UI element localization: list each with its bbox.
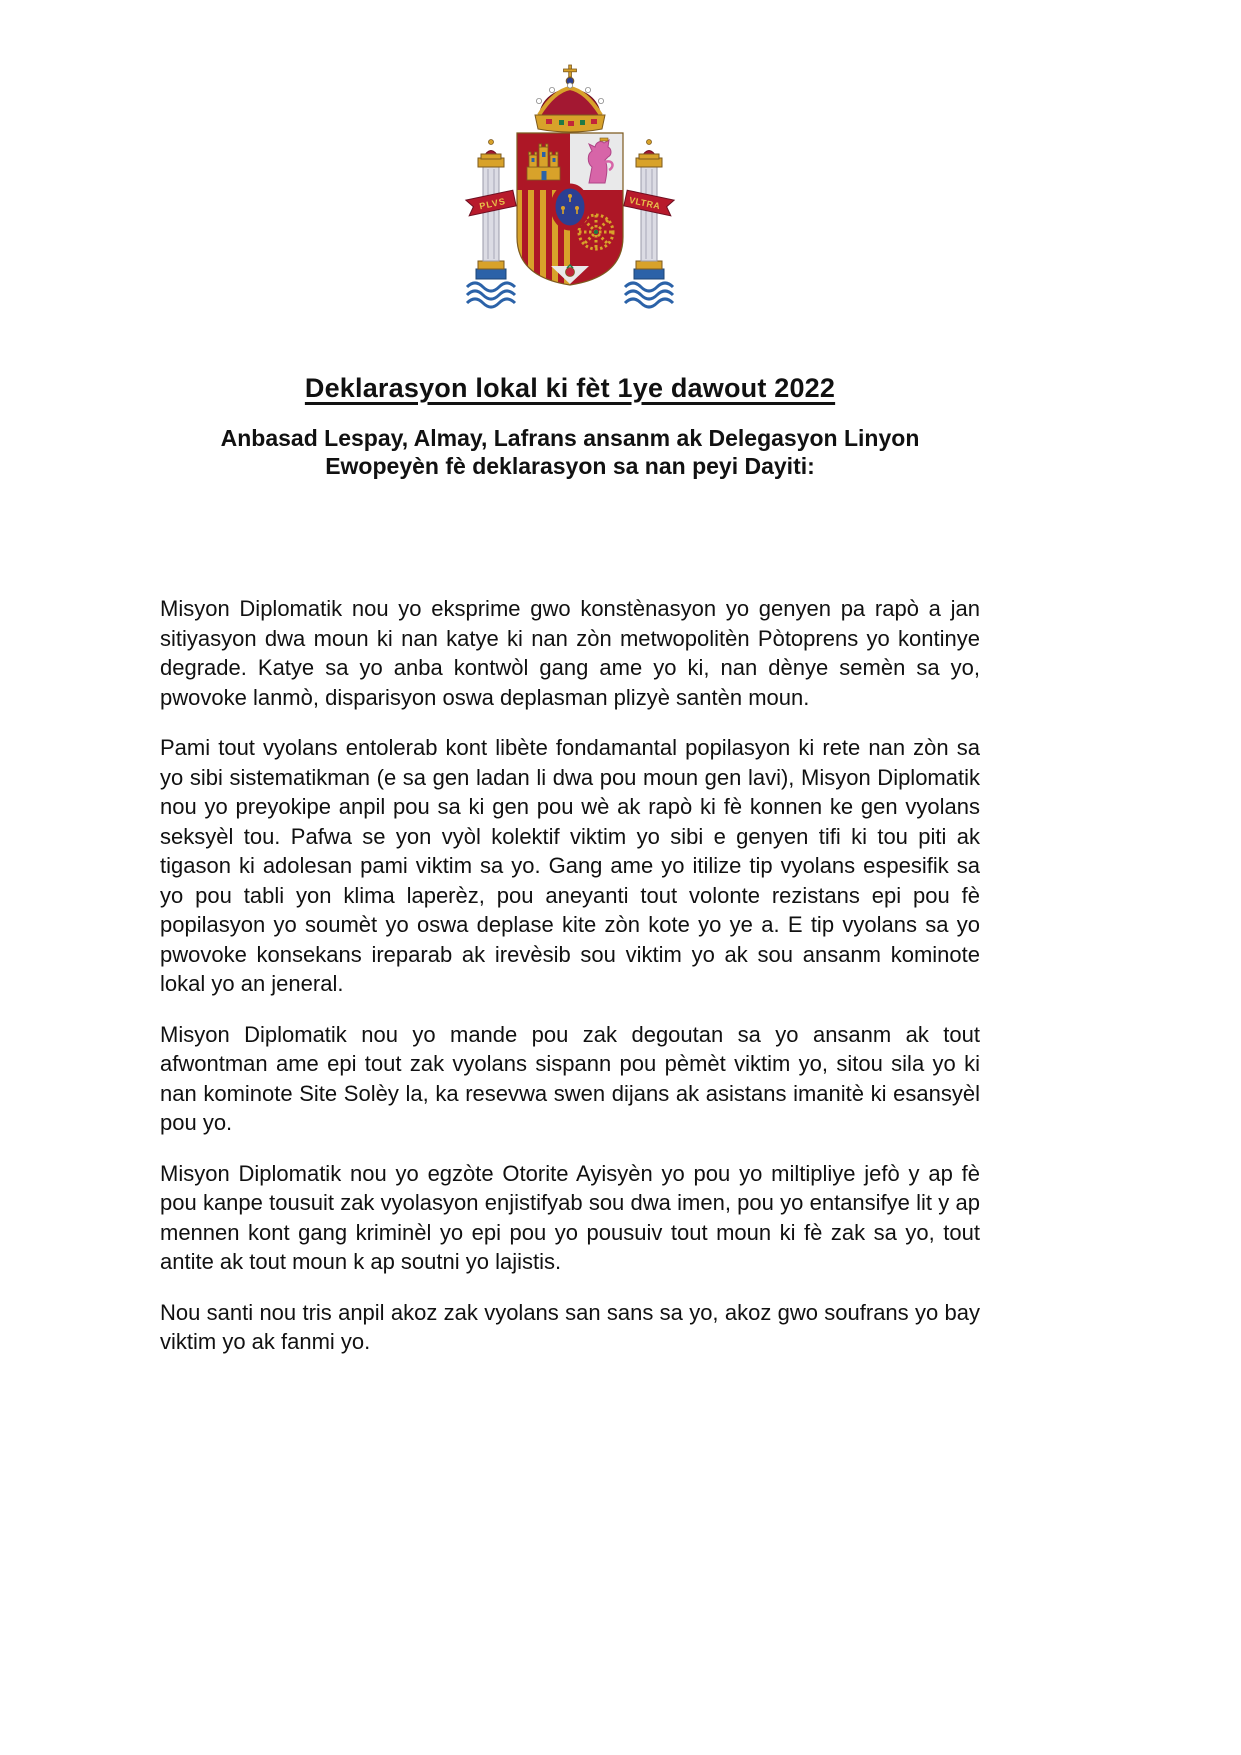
right-pillar-icon — [625, 140, 673, 308]
body-paragraph: Pami tout vyolans entolerab kont libète fondamantal popilasyon ki rete nan zòn sa yo sibi sistematikman (e sa gen ladan li dwa pou moun gen lavi), Misyon Diplomatik nou yo preyokipe anpil pou sa ki gen pou wè ak rapò ki fè konnen ke gen vyolans seksyèl tou. Pafwa se yon vyòl kolektif viktim yo sibi e genyen tifi ki tou piti ak tigason ki adolesan pami viktim sa yo. Gang ame yo itilize tip vyolans espesifik sa yo pou tabli yon klima laperèz, pou aneyanti tout volonte rezistans epi pou fè popilasyon yo soumèt yo oswa deplase kite zòn kote yo ye a. E tip vyolans sa yo pwovoke konsekans ireparab ak irevèsib sou viktim yo ak sou ansanm kominote lokal yo an jeneral. — [160, 735, 980, 996]
page-subtitle: Anbasad Lespay, Almay, Lafrans ansanm ak Delegasyon Linyon Ewopeyèn fè deklarasyon sa nan peyi Dayiti: — [220, 425, 920, 479]
body-text — [160, 594, 980, 1357]
bourbon-oval-icon — [553, 186, 587, 228]
shield-icon — [517, 133, 623, 285]
left-pillar-icon — [467, 140, 515, 308]
page-title: Deklarasyon lokal ki fèt 1ye dawout 2022 — [304, 373, 836, 403]
spain-coat-of-arms-icon — [459, 55, 681, 313]
motto-right-text: VLTRA — [628, 194, 662, 212]
body-paragraph: Misyon Diplomatik nou yo mande pou zak degoutan sa yo ansanm ak tout afwontman ame epi tout zak vyolans sispann pou pèmèt viktim yo, sitou sila yo ki nan kominote Site Solèy la, ka resevwa swen dijans ak asistans imanitè ki esansyèl pou yo. — [160, 1021, 980, 1135]
royal-crown-icon — [535, 65, 605, 132]
body-paragraph: Misyon Diplomatik nou yo egzòte Otorite Ayisyèn yo pou yo miltipliye jefò y ap fè pou kanpe tousuit zak vyolasyon enjistifyab sou dwa imen, pou yo entansifye lit y ap mennen kont gang kriminèl yo epi pou yo pousuiv tout moun ki fè zak sa yo, tout antite ak tout moun k ap soutni yo lajistis. — [160, 1160, 980, 1274]
document-content — [160, 0, 980, 1378]
motto-left-text: PLVS — [478, 196, 507, 212]
body-paragraph: Misyon Diplomatik nou yo eksprime gwo konstènasyon yo genyen pa rapò a jan sitiyasyon dwa moun ki nan katye ki nan zòn metwopolitèn Pòtoprens yo kontinye degrade. Katye sa yo anba kontwòl gang ame yo ki, nan dènye semèn sa yo, pwovoke lanmò, disparisyon oswa deplasman plizyè santèn moun. — [160, 596, 980, 710]
emblem-container — [160, 55, 980, 313]
body-paragraph: Nou santi nou tris anpil akoz zak vyolans san sans sa yo, akoz gwo soufrans yo bay viktim yo ak fanmi yo. — [160, 1299, 980, 1354]
